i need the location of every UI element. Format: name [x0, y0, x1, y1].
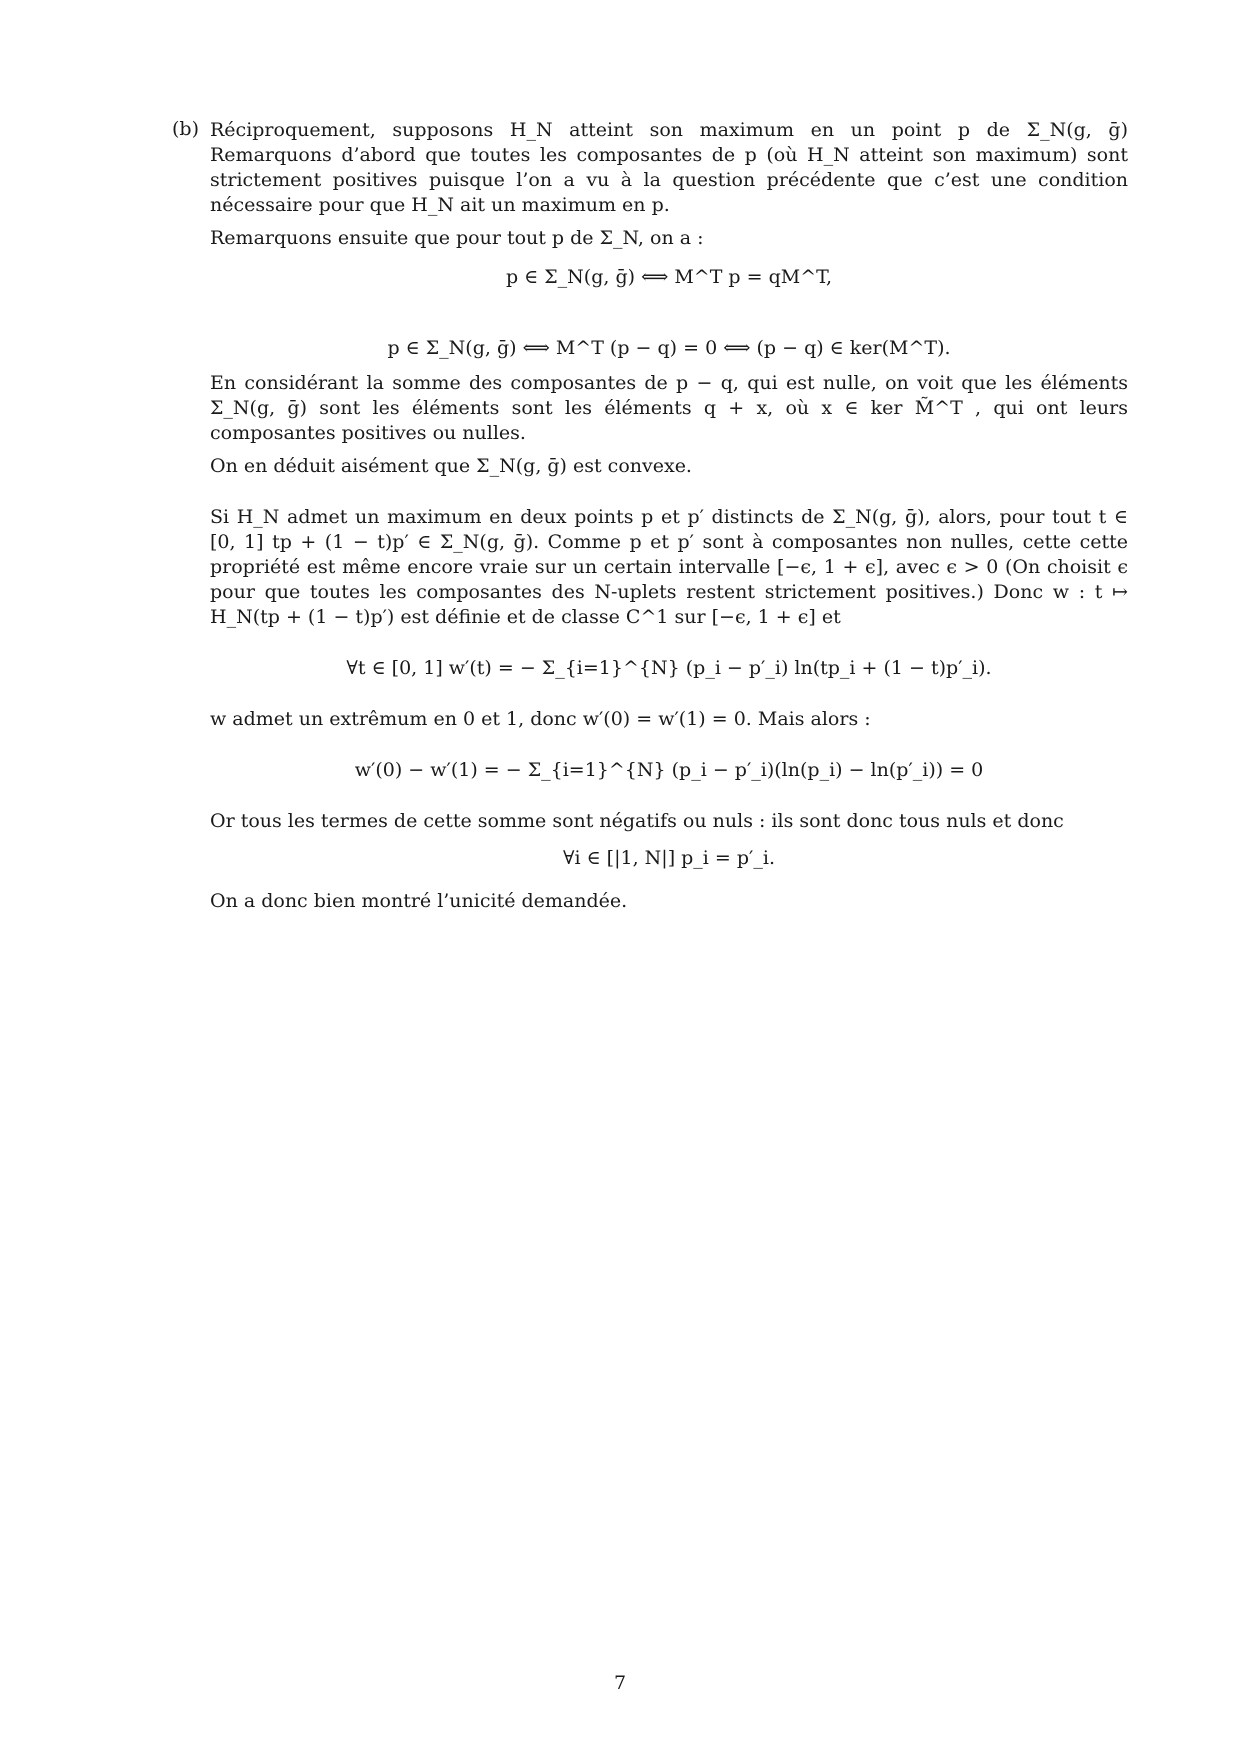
item-marker: (b): [172, 118, 199, 140]
equation-5: ∀i ∈ [|1, N|] p_i = p′_i.: [563, 847, 775, 869]
equation-4: w′(0) − w′(1) = − Σ_{i=1}^{N} (p_i − p′_i)(ln(p_i) − ln(p′_i)) = 0: [354, 759, 984, 781]
equation-1: p ∈ Σ_N(g, ḡ) ⟺ M^T p = qM^T,: [505, 266, 833, 288]
equation-3: ∀t ∈ [0, 1] w′(t) = − Σ_{i=1}^{N} (p_i − p′_i) ln(tp_i + (1 − t)p′_i).: [346, 657, 992, 679]
page-number: 7: [613, 1672, 627, 1694]
paragraph-8: On a donc bien montré l’unicité demandée.: [210, 890, 628, 912]
paragraph-5: Si H_N admet un maximum en deux points p et p′ distincts de Σ_N(g, ḡ), alors, pour tout t ∈ [0, 1] tp + (1 − t)p′ ∈ Σ_N(g, ḡ). Comme p et p′ sont à composantes non nulles, cette cette propriété est même encore vraie sur un certain intervalle [−ϵ, 1 + ϵ], avec ϵ > 0 (On choisit ϵ pour que toutes les composantes des N-uplets restent strictement positives.) Donc w : t ↦ H_N(tp + (1 − t)p′) est définie et de classe C^1 sur [−ϵ, 1 + ϵ] et: [210, 506, 1128, 628]
paragraph-2: Remarquons ensuite que pour tout p de Σ_N, on a :: [210, 227, 704, 249]
paragraph-gap: [210, 487, 1128, 505]
paragraph-7: Or tous les termes de cette somme sont négatifs ou nuls : ils sont donc tous nuls et donc: [210, 810, 1064, 832]
paragraph-4: On en déduit aisément que Σ_N(g, ḡ) est convexe.: [210, 455, 692, 477]
paragraph-3: En considérant la somme des composantes de p − q, qui est nulle, on voit que les éléments Σ_N(g, ḡ) sont les éléments sont les éléments q + x, où x ∈ ker M̃^T , qui ont leurs composantes positives ou nulles.: [210, 372, 1128, 444]
item-body: [210, 118, 1128, 922]
paragraph-6: w admet un extrêmum en 0 et 1, donc w′(0) = w′(1) = 0. Mais alors :: [210, 708, 871, 730]
paragraph-1: Réciproquement, supposons H_N atteint son maximum en un point p de Σ_N(g, ḡ) Remarquons d’abord que toutes les composantes de p (où H_N atteint son maximum) sont strictement positives puisque l’on a vu à la question précédente que c’est une condition nécessaire pour que H_N ait un maximum en p.: [210, 119, 1128, 216]
equation-2: p ∈ Σ_N(g, ḡ) ⟺ M^T (p − q) = 0 ⟺ (p − q) ∈ ker(M^T).: [387, 337, 951, 359]
